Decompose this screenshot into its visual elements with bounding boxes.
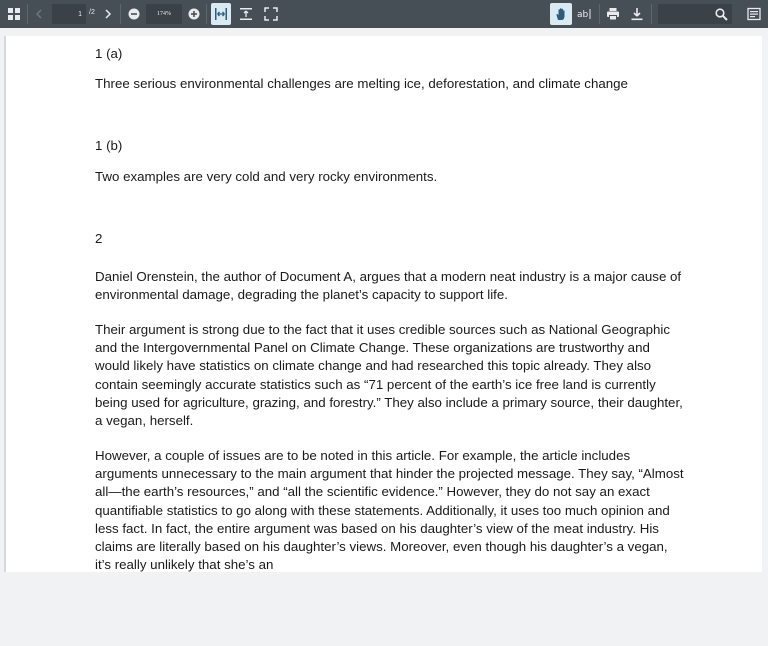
fit-width-button[interactable] (211, 3, 231, 25)
tools-menu-icon (747, 7, 761, 21)
question-1b-label: 1 (b) (95, 138, 123, 153)
svg-text:ab: ab (577, 10, 589, 20)
print-button[interactable] (603, 3, 623, 25)
download-icon (630, 7, 644, 21)
answer-paragraph-2: Their argument is strong due to the fact that it uses credible sources such as National Geographic and the Intergovernmental Panel on Climate Change. These organizations are trustworthy and would likely have statistics on climate change and had researched this topic already. They also contain seemingly accurate statistics such as “71 percent of the earth’s ice free land is currently being used for agriculture, grazing, and forestry.” They also include a primary source, their daughter, a vegan, herself. (95, 322, 683, 429)
search-icon (715, 8, 728, 21)
minus-circle-icon (128, 8, 140, 20)
hand-icon (554, 7, 568, 21)
page-total: /2 (89, 9, 95, 16)
question-1b-answer: Two examples are very cold and very rocky environments. (95, 169, 438, 184)
download-button[interactable] (627, 3, 647, 25)
page-number-input[interactable] (52, 4, 86, 24)
chevron-left-icon (35, 9, 43, 19)
grid-icon (7, 7, 21, 21)
toolbar (0, 0, 768, 28)
sidebar-toggle-button[interactable] (4, 3, 24, 25)
question-1a-answer: Three serious environmental challenges are melting ice, deforestation, and climate change (95, 76, 628, 91)
question-1a-label: 1 (a) (95, 46, 123, 61)
answer-paragraph-3: However, a couple of issues are to be noted in this article. For example, the article includes arguments unnecessary to the main argument that hinder the projected message. They say, “Almost all—the earth’s resources,” and “all the scientific evidence.” However, they do not say an exact quantifiable statistics to go along with these statements. Additionally, it uses too much opinion and less fact. In fact, the entire argument was based on his daughter’s view of the meat industry. His claims are literally based on his daughter’s views. Moreover, even though his daughter’s a vegan, it’s really unlikely that she’s an (95, 448, 684, 572)
fullscreen-button[interactable] (261, 3, 281, 25)
plus-circle-icon (188, 8, 200, 20)
previous-page-button[interactable] (31, 3, 47, 25)
fit-page-icon (239, 7, 253, 21)
printer-icon (606, 7, 620, 21)
search-button[interactable] (712, 3, 730, 25)
expand-icon (264, 7, 278, 21)
document-page (6, 36, 762, 572)
zoom-level[interactable]: 174% (146, 4, 182, 24)
text-select-button[interactable] (575, 3, 595, 25)
answer-paragraph-1: Daniel Orenstein, the author of Document A, argues that a modern neat industry is a major cause of environmental damage, degrading the planet’s capacity to support life. (95, 269, 682, 303)
more-tools-button[interactable] (744, 3, 764, 25)
zoom-out-button[interactable] (126, 3, 142, 25)
question-2-label: 2 (95, 231, 103, 246)
text-cursor-icon (577, 7, 593, 21)
next-page-button[interactable] (100, 3, 116, 25)
hand-tool-button[interactable] (550, 3, 572, 25)
fit-page-button[interactable] (236, 3, 256, 25)
zoom-in-button[interactable] (186, 3, 202, 25)
chevron-right-icon (104, 9, 112, 19)
fit-width-icon (214, 7, 228, 21)
